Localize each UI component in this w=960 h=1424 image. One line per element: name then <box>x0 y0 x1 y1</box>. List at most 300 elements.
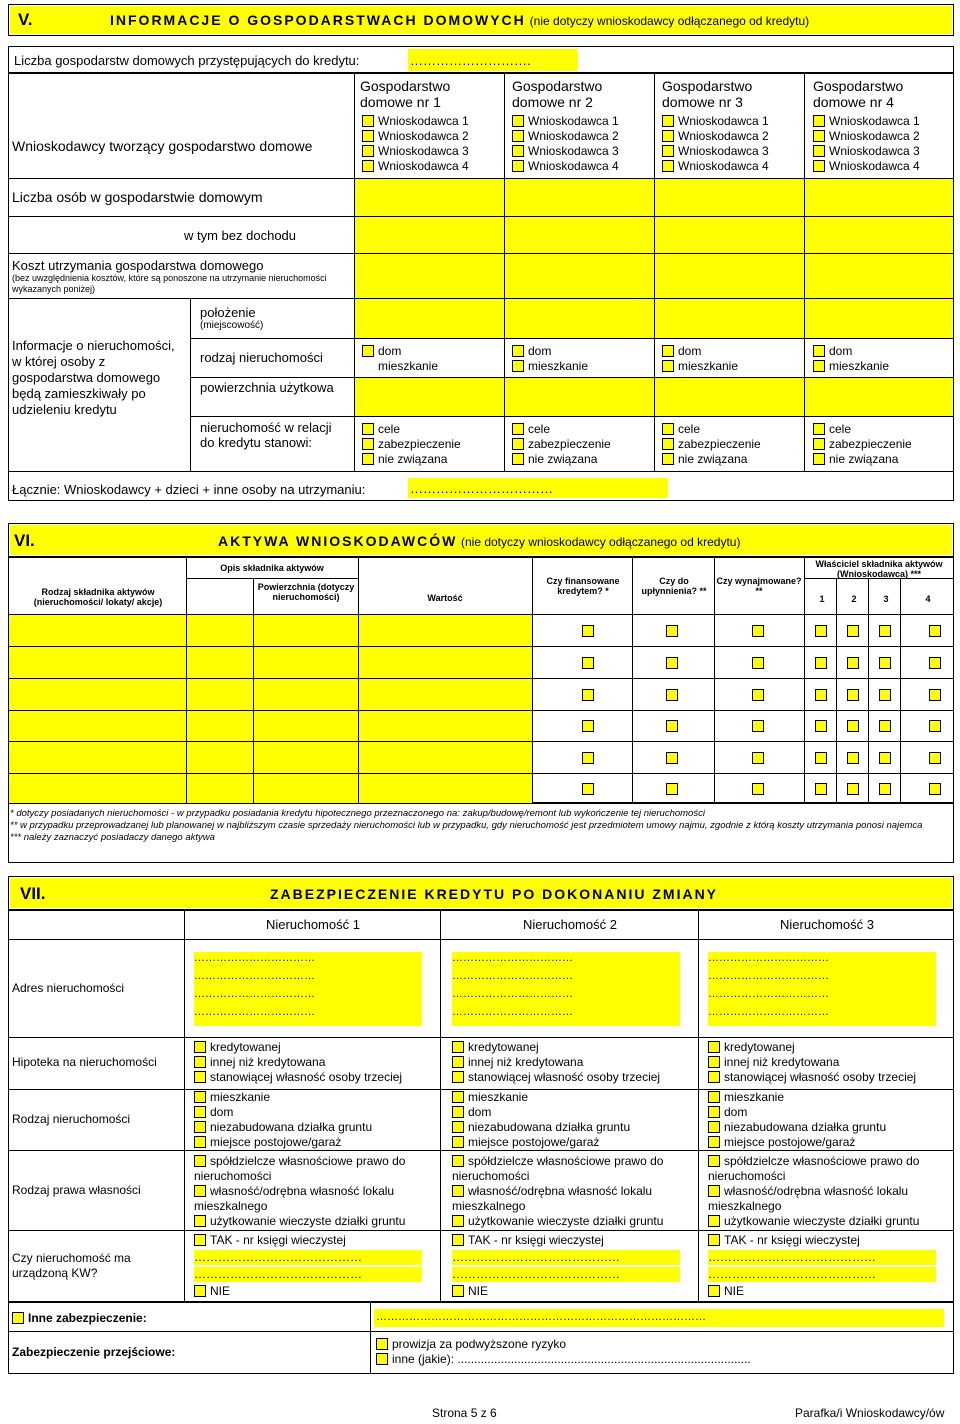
checkbox-icon <box>512 453 524 465</box>
option[interactable]: spółdzielcze własnościowe prawo do <box>452 1154 663 1169</box>
relation-option[interactable]: cele <box>512 422 611 437</box>
asset-area-field[interactable] <box>254 711 358 741</box>
checkbox-icon[interactable] <box>929 783 941 795</box>
col-type: Rodzaj składnika aktywów (nieruchomości/ lokaty/ akcje) <box>33 587 163 607</box>
checkbox-icon <box>362 423 374 435</box>
option[interactable]: miejsce postojowe/garaż <box>708 1135 886 1150</box>
kw-number-field[interactable]: …………………………………… <box>452 1250 680 1265</box>
checkbox-icon <box>194 1136 206 1148</box>
address-line: …………………………… <box>194 970 315 982</box>
applicant-option[interactable]: Wnioskodawca 3 <box>512 144 619 159</box>
relation-option[interactable]: nie związana <box>662 452 761 467</box>
relation-label: nieruchomość w relacji do kredytu stanowi: <box>200 420 332 450</box>
checkbox-icon <box>376 1353 388 1365</box>
option[interactable]: stanowiącej własność osoby trzeciej <box>452 1070 660 1085</box>
asset-area-field[interactable] <box>187 679 253 710</box>
section5-title-wrap <box>110 12 809 28</box>
option[interactable]: stanowiącej własność osoby trzeciej <box>708 1070 916 1085</box>
property-type-label-7: Rodzaj nieruchomości <box>12 1112 131 1126</box>
kw-no[interactable]: NIE <box>708 1284 936 1299</box>
type-option[interactable]: mieszkanie <box>378 359 439 373</box>
checkbox-icon <box>813 360 825 372</box>
applicant-option[interactable]: Wnioskodawca 4 <box>362 159 469 174</box>
option-continuation: mieszkalnego <box>194 1199 268 1213</box>
relation-option[interactable]: zabezpieczenie <box>813 437 912 452</box>
checkbox-icon[interactable] <box>879 657 891 669</box>
checkbox-icon <box>452 1091 464 1103</box>
checkbox-icon <box>813 130 825 142</box>
total-label: Łącznie: Wnioskodawcy + dzieci + inne osoby na utrzymaniu: <box>12 482 366 497</box>
asset-type-field[interactable] <box>9 647 186 678</box>
col-rented: Czy wynajmowane? ** <box>716 576 802 596</box>
asset-type-field[interactable] <box>9 615 186 646</box>
option[interactable]: kredytowanej <box>194 1040 402 1055</box>
applicant-option[interactable]: Wnioskodawca 1 <box>362 114 469 129</box>
cost-label: Koszt utrzymania gospodarstwa domowego <box>12 258 264 273</box>
checkbox-icon <box>362 160 374 172</box>
type-option[interactable]: dom <box>813 344 889 359</box>
checkbox-icon <box>362 438 374 450</box>
checkbox-icon[interactable] <box>929 720 941 732</box>
checkbox-icon <box>452 1106 464 1118</box>
checkbox-icon <box>362 115 374 127</box>
checkbox-icon <box>813 115 825 127</box>
asset-value-field[interactable] <box>359 647 532 678</box>
option[interactable]: kredytowanej <box>708 1040 916 1055</box>
checkbox-icon <box>708 1091 720 1103</box>
checkbox-icon <box>512 130 524 142</box>
checkbox-icon <box>362 345 374 357</box>
checkbox-icon[interactable] <box>847 720 859 732</box>
checkbox-icon <box>512 438 524 450</box>
applicant-option[interactable]: Wnioskodawca 3 <box>813 144 920 159</box>
address-line: …………………………… <box>452 970 573 982</box>
checkbox-icon[interactable] <box>752 657 764 669</box>
desc-header: Opis składnika aktywów <box>220 563 324 573</box>
checkbox-icon[interactable] <box>666 625 678 637</box>
asset-area-field[interactable] <box>187 647 253 678</box>
cost-note: (bez uwzględnienia kosztów, które są ponoszone na utrzymanie nieruchomości wykazanych poniżej) <box>12 273 327 294</box>
asset-area-field[interactable] <box>187 711 253 741</box>
households-count-field[interactable]: ………………………. <box>408 49 578 71</box>
checkbox-icon[interactable] <box>666 783 678 795</box>
option-continuation: mieszkalnego <box>452 1199 526 1213</box>
checkbox-icon <box>362 453 374 465</box>
checkbox-icon[interactable] <box>929 657 941 669</box>
checkbox-icon <box>452 1056 464 1068</box>
hh4-type-options <box>813 344 889 374</box>
bridge-option[interactable]: prowizja za podwyższone ryzyko <box>376 1337 751 1352</box>
checkbox-icon[interactable] <box>666 657 678 669</box>
asset-area-field[interactable] <box>254 774 358 803</box>
checkbox-icon[interactable] <box>815 657 827 669</box>
checkbox-icon <box>512 160 524 172</box>
asset-type-field[interactable] <box>9 679 186 710</box>
checkbox-icon <box>708 1106 720 1118</box>
checkbox-icon[interactable] <box>666 720 678 732</box>
checkbox-icon[interactable] <box>582 689 594 701</box>
checkbox-icon <box>194 1106 206 1118</box>
option[interactable]: miejsce postojowe/garaż <box>194 1135 372 1150</box>
mortgage-options <box>194 1040 402 1085</box>
checkbox-icon <box>362 145 374 157</box>
checkbox-icon <box>452 1234 464 1246</box>
applicants-label: Wnioskodawcy tworzący gospodarstwo domowe <box>12 138 313 154</box>
asset-value-field[interactable] <box>359 615 532 646</box>
option[interactable]: innej niż kredytowana <box>194 1055 402 1070</box>
hh4-relation-options <box>813 422 912 467</box>
checkbox-icon <box>512 115 524 127</box>
address-field[interactable] <box>194 952 422 1026</box>
checkbox-icon <box>662 453 674 465</box>
checkbox-icon[interactable] <box>879 783 891 795</box>
checkbox-icon[interactable] <box>847 783 859 795</box>
checkbox-icon[interactable] <box>847 625 859 637</box>
asset-area-field[interactable] <box>254 647 358 678</box>
checkbox-icon <box>194 1041 206 1053</box>
location-label-wrap: położenie (miejscowość) <box>200 305 264 331</box>
checkbox-icon <box>452 1185 464 1197</box>
checkbox-icon <box>452 1136 464 1148</box>
option[interactable]: niezabudowana działka gruntu <box>452 1120 630 1135</box>
option[interactable]: innej niż kredytowana <box>708 1055 916 1070</box>
asset-area-field[interactable] <box>187 615 253 646</box>
checkbox-icon <box>194 1285 206 1297</box>
checkbox-icon <box>662 360 674 372</box>
other-security[interactable]: Inne zabezpieczenie: <box>12 1311 147 1325</box>
address-label: Adres nieruchomości <box>12 981 125 995</box>
section5-note: (nie dotyczy wnioskodawcy odłączanego od kredytu) <box>529 14 810 28</box>
other-security-field[interactable]: ……………………………………………………………………………… <box>374 1309 944 1327</box>
type-option[interactable]: mieszkanie <box>512 359 588 374</box>
asset-area-field[interactable] <box>254 615 358 646</box>
relation-option[interactable]: zabezpieczenie <box>662 437 761 452</box>
option[interactable]: własność/odrębna własność lokalu <box>194 1184 405 1199</box>
type-option[interactable]: dom <box>662 344 738 359</box>
owner-number: 4 <box>925 594 931 604</box>
asset-type-field[interactable] <box>9 774 186 803</box>
footnotes: * dotyczy posiadanych nieruchomości - w przypadku posiadania kredytu hipotecznego przeznaczonego na: zakup/budowę/remont lub wykończenie tej nieruchomości ** w przypadku przeprowadzanej lub planowanej w najbliższym czasie sprzedaży nieruchomości lub w przypadku, gdy nieruchomość jest przedmiotem umowy najmu, zgodnie z którą koszty utrzymania ponosi najemca *** należy zaznaczyć posiadaczy danego aktywa <box>10 808 923 843</box>
checkbox-icon[interactable] <box>582 783 594 795</box>
option[interactable]: użytkowanie wieczyste działki gruntu <box>708 1214 919 1229</box>
cost-label-wrap <box>12 258 342 295</box>
checkbox-icon <box>512 360 524 372</box>
col-value: Wartość <box>427 593 463 603</box>
checkbox-icon[interactable] <box>815 752 827 764</box>
hh3-type-options <box>662 344 738 374</box>
relation-option[interactable]: cele <box>813 422 912 437</box>
household-4-header: Gospodarstwo domowe nr 4 <box>813 78 904 110</box>
total-field[interactable]: …………………………… <box>408 478 668 498</box>
checkbox-icon <box>708 1136 720 1148</box>
option[interactable]: użytkowanie wieczyste działki gruntu <box>194 1214 405 1229</box>
option[interactable]: kredytowanej <box>452 1040 660 1055</box>
option[interactable]: niezabudowana działka gruntu <box>708 1120 886 1135</box>
relation-option[interactable]: zabezpieczenie <box>512 437 611 452</box>
option-continuation: mieszkalnego <box>708 1199 782 1213</box>
section5-title: INFORMACJE O GOSPODARSTWACH DOMOWYCH <box>110 12 526 28</box>
option[interactable]: spółdzielcze własnościowe prawo do <box>708 1154 919 1169</box>
kw-number-field[interactable]: …………………………………… <box>194 1267 422 1282</box>
checkbox-icon <box>452 1285 464 1297</box>
no-income-label: w tym bez dochodu <box>184 228 297 243</box>
checkbox-icon <box>813 423 825 435</box>
checkbox-icon <box>194 1215 206 1227</box>
checkbox-icon[interactable] <box>582 752 594 764</box>
address-line: …………………………… <box>452 1006 573 1018</box>
option[interactable]: niezabudowana działka gruntu <box>194 1120 372 1135</box>
bridge-label: Zabezpieczenie przejściowe: <box>12 1345 176 1359</box>
option[interactable]: stanowiącej własność osoby trzeciej <box>194 1070 402 1085</box>
owner-number: 2 <box>851 594 857 604</box>
type-option[interactable]: mieszkanie <box>662 359 738 374</box>
kw-options <box>708 1233 936 1299</box>
bridge-option[interactable]: inne (jakie): ........................................................................................ <box>376 1352 751 1367</box>
household-2-header: Gospodarstwo domowe nr 2 <box>512 78 603 110</box>
right-options <box>452 1154 663 1229</box>
checkbox-icon <box>194 1234 206 1246</box>
address-line: …………………………… <box>194 952 315 964</box>
option-continuation: nieruchomości <box>194 1169 272 1183</box>
checkbox-icon <box>662 115 674 127</box>
kw-yes[interactable]: TAK - nr księgi wieczystej <box>452 1233 680 1248</box>
checkbox-icon <box>452 1155 464 1167</box>
kw-number-field[interactable]: …………………………………… <box>452 1267 680 1282</box>
bridge-options <box>376 1337 751 1367</box>
household-2-applicants <box>512 114 619 174</box>
applicant-option[interactable]: Wnioskodawca 4 <box>813 159 920 174</box>
checkbox-icon <box>194 1121 206 1133</box>
checkbox-icon[interactable] <box>847 689 859 701</box>
checkbox-icon <box>662 423 674 435</box>
property-3-header: Nieruchomość 3 <box>780 917 874 932</box>
option[interactable]: spółdzielcze własnościowe prawo do <box>194 1154 405 1169</box>
checkbox-icon <box>662 130 674 142</box>
checkbox-icon[interactable] <box>752 783 764 795</box>
option[interactable]: miejsce postojowe/garaż <box>452 1135 630 1150</box>
address-line: …………………………… <box>708 988 829 1000</box>
kw-label: Czy nieruchomość ma urządzoną KW? <box>12 1251 131 1280</box>
checkbox-icon <box>452 1121 464 1133</box>
option-continuation: nieruchomości <box>452 1169 530 1183</box>
asset-type-field[interactable] <box>9 711 186 741</box>
checkbox-icon <box>708 1234 720 1246</box>
checkbox-icon <box>512 145 524 157</box>
checkbox-icon[interactable] <box>666 752 678 764</box>
checkbox-icon[interactable] <box>847 657 859 669</box>
relation-option[interactable]: zabezpieczenie <box>362 437 461 452</box>
type-option[interactable]: dom <box>362 344 438 359</box>
checkbox-icon <box>708 1056 720 1068</box>
hh1-type-options <box>362 344 438 374</box>
address-field[interactable] <box>708 952 936 1026</box>
option[interactable]: własność/odrębna własność lokalu <box>452 1184 663 1199</box>
checkbox-icon[interactable] <box>879 720 891 732</box>
checkbox-icon[interactable] <box>815 783 827 795</box>
checkbox-icon <box>362 130 374 142</box>
asset-area-field[interactable] <box>254 679 358 710</box>
option[interactable]: dom <box>194 1105 372 1120</box>
right-options <box>708 1154 919 1229</box>
hh2-type-options <box>512 344 588 374</box>
mortgage-options <box>452 1040 660 1085</box>
address-line: …………………………… <box>452 952 573 964</box>
address-line: …………………………… <box>452 988 573 1000</box>
address-line: …………………………… <box>708 970 829 982</box>
applicant-option[interactable]: Wnioskodawca 2 <box>813 129 920 144</box>
type-options <box>708 1090 886 1150</box>
mortgage-label: Hipoteka na nieruchomości <box>12 1055 157 1069</box>
checkbox-icon[interactable] <box>752 752 764 764</box>
applicant-option[interactable]: Wnioskodawca 2 <box>362 129 469 144</box>
property-type-label: rodzaj nieruchomości <box>200 350 323 365</box>
option[interactable]: dom <box>708 1105 886 1120</box>
checkbox-icon <box>708 1185 720 1197</box>
checkbox-icon <box>452 1215 464 1227</box>
checkbox-icon[interactable] <box>666 689 678 701</box>
persons-label: Liczba osób w gospodarstwie domowym <box>12 189 263 205</box>
asset-value-field[interactable] <box>359 742 532 773</box>
right-options <box>194 1154 405 1229</box>
right-label: Rodzaj prawa własności <box>12 1183 141 1197</box>
checkbox-icon[interactable] <box>879 625 891 637</box>
applicant-option[interactable]: Wnioskodawca 4 <box>512 159 619 174</box>
asset-value-field[interactable] <box>359 679 532 710</box>
checkbox-icon[interactable] <box>815 720 827 732</box>
applicant-option[interactable]: Wnioskodawca 3 <box>362 144 469 159</box>
relation-option[interactable]: nie związana <box>512 452 611 467</box>
checkbox-icon[interactable] <box>879 752 891 764</box>
kw-no[interactable]: NIE <box>194 1284 422 1299</box>
section7-number: VII. <box>20 884 46 903</box>
checkbox-icon[interactable] <box>879 689 891 701</box>
household-3-header: Gospodarstwo domowe nr 3 <box>662 78 753 110</box>
asset-area-field[interactable] <box>254 742 358 773</box>
owner-number: 3 <box>883 594 889 604</box>
hh1-relation-options <box>362 422 461 467</box>
area-label: powierzchnia użytkowa <box>200 380 334 395</box>
option[interactable]: mieszkanie <box>194 1090 372 1105</box>
kw-yes[interactable]: TAK - nr księgi wieczystej <box>708 1233 936 1248</box>
type-options <box>194 1090 372 1150</box>
address-line: …………………………… <box>194 988 315 1000</box>
checkbox-icon <box>194 1091 206 1103</box>
option[interactable]: dom <box>452 1105 630 1120</box>
checkbox-icon <box>194 1056 206 1068</box>
checkbox-icon[interactable] <box>582 625 594 637</box>
col-financed: Czy finansowane kredytem? * <box>546 576 620 596</box>
checkbox-icon[interactable] <box>582 720 594 732</box>
checkbox-icon <box>662 145 674 157</box>
kw-options <box>452 1233 680 1299</box>
checkbox-icon <box>662 438 674 450</box>
asset-value-field[interactable] <box>359 711 532 741</box>
checkbox-icon <box>813 438 825 450</box>
owner-header: Właściciel składnika aktywów (Wnioskodawca) *** <box>815 559 943 579</box>
kw-number-field[interactable]: …………………………………… <box>708 1267 936 1282</box>
asset-area-field[interactable] <box>187 742 253 773</box>
checkbox-icon[interactable] <box>815 689 827 701</box>
checkbox-icon <box>708 1215 720 1227</box>
household-1-header: Gospodarstwo domowe nr 1 <box>360 78 451 110</box>
applicant-option[interactable]: Wnioskodawca 2 <box>512 129 619 144</box>
type-option[interactable]: mieszkanie <box>813 359 889 374</box>
checkbox-icon <box>376 1338 388 1350</box>
asset-value-field[interactable] <box>359 774 532 803</box>
option[interactable]: użytkowanie wieczyste działki gruntu <box>452 1214 663 1229</box>
applicant-option[interactable]: Wnioskodawca 1 <box>813 114 920 129</box>
checkbox-icon <box>708 1285 720 1297</box>
page-number: Strona 5 z 6 <box>432 1406 497 1420</box>
checkbox-icon <box>813 345 825 357</box>
kw-no[interactable]: NIE <box>452 1284 680 1299</box>
applicant-option[interactable]: Wnioskodawca 3 <box>662 144 769 159</box>
checkbox-icon[interactable] <box>815 625 827 637</box>
option[interactable]: mieszkanie <box>452 1090 630 1105</box>
household-3-applicants <box>662 114 769 174</box>
household-1-applicants <box>362 114 469 174</box>
asset-type-field[interactable] <box>9 742 186 773</box>
kw-number-field[interactable]: …………………………………… <box>194 1250 422 1265</box>
applicant-option[interactable]: Wnioskodawca 4 <box>662 159 769 174</box>
asset-area-field[interactable] <box>187 774 253 803</box>
relation-option[interactable]: cele <box>362 422 461 437</box>
kw-yes[interactable]: TAK - nr księgi wieczystej <box>194 1233 422 1248</box>
col-sell: Czy do upłynnienia? ** <box>641 576 707 596</box>
address-field[interactable] <box>452 952 680 1026</box>
relation-option[interactable]: nie związana <box>813 452 912 467</box>
applicant-option[interactable]: Wnioskodawca 1 <box>662 114 769 129</box>
households-count-label: Liczba gospodarstw domowych przystępujących do kredytu: <box>14 53 360 68</box>
section5-number: V. <box>18 10 33 29</box>
checkbox-icon <box>512 345 524 357</box>
checkbox-icon[interactable] <box>752 625 764 637</box>
applicant-option[interactable]: Wnioskodawca 1 <box>512 114 619 129</box>
checkbox-icon <box>12 1312 24 1324</box>
property-info-label: Informacje o nieruchomości, w której osoby z gospodarstwa domowego będą zamieszkiwały po udzieleniu kredytu <box>12 338 175 417</box>
section6-title-wrap <box>218 533 740 549</box>
checkbox-icon[interactable] <box>929 689 941 701</box>
mortgage-options <box>708 1040 916 1085</box>
checkbox-icon[interactable] <box>582 657 594 669</box>
checkbox-icon <box>662 345 674 357</box>
address-line: …………………………… <box>708 952 829 964</box>
type-option[interactable]: dom <box>512 344 588 359</box>
option[interactable]: własność/odrębna własność lokalu <box>708 1184 919 1199</box>
relation-option[interactable]: nie związana <box>362 452 461 467</box>
section6-title: AKTYWA WNIOSKODAWCÓW <box>218 533 458 549</box>
checkbox-icon <box>708 1121 720 1133</box>
checkbox-icon[interactable] <box>847 752 859 764</box>
kw-number-field[interactable]: …………………………………… <box>708 1250 936 1265</box>
relation-option[interactable]: cele <box>662 422 761 437</box>
checkbox-icon <box>194 1155 206 1167</box>
option[interactable]: mieszkanie <box>708 1090 886 1105</box>
checkbox-icon[interactable] <box>752 689 764 701</box>
applicant-option[interactable]: Wnioskodawca 2 <box>662 129 769 144</box>
checkbox-icon <box>194 1185 206 1197</box>
option[interactable]: innej niż kredytowana <box>452 1055 660 1070</box>
checkbox-icon[interactable] <box>929 625 941 637</box>
kw-options <box>194 1233 422 1299</box>
checkbox-icon[interactable] <box>752 720 764 732</box>
checkbox-icon[interactable] <box>929 752 941 764</box>
checkbox-icon <box>194 1071 206 1083</box>
option-continuation: nieruchomości <box>708 1169 786 1183</box>
checkbox-icon <box>708 1155 720 1167</box>
checkbox-icon <box>813 160 825 172</box>
section7-title: ZABEZPIECZENIE KREDYTU PO DOKONANIU ZMIANY <box>270 886 719 902</box>
